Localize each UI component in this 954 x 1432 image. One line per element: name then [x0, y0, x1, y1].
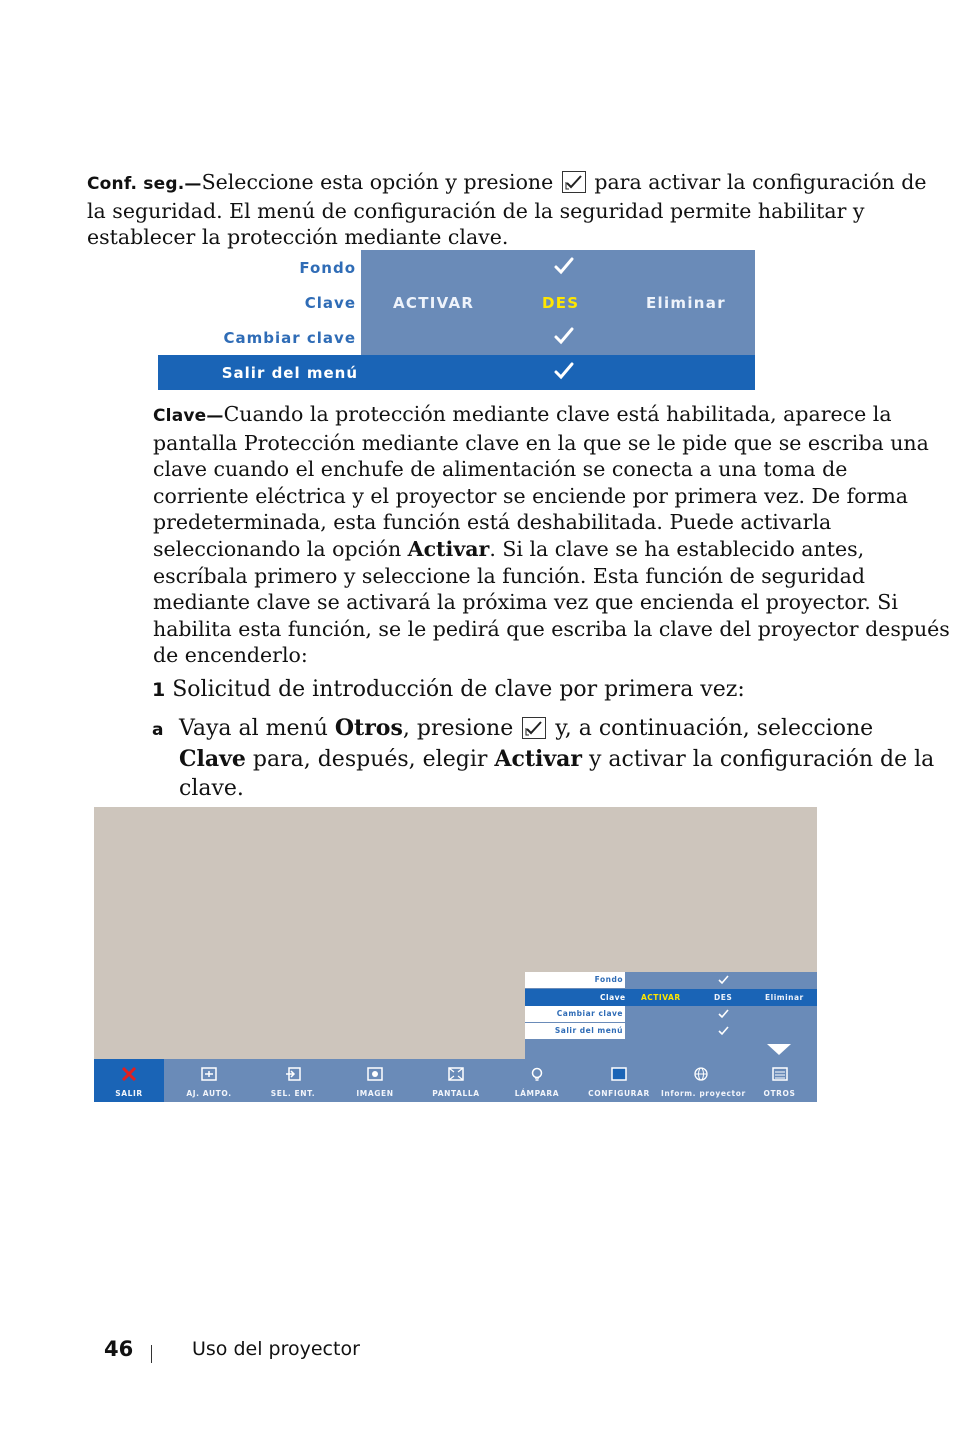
toolbar-imagen[interactable]: IMAGEN [335, 1059, 415, 1102]
conf-seg-heading: Conf. seg.— [87, 174, 202, 194]
conf-seg-line3: establecer la protección mediante clave. [87, 225, 509, 250]
image-icon [367, 1067, 383, 1081]
option-des[interactable]: DES [542, 294, 580, 312]
clave-heading: Clave— [153, 406, 224, 426]
osd-toolbar [94, 1059, 817, 1102]
checkmark-icon [718, 1026, 729, 1036]
globe-icon [693, 1067, 709, 1081]
mini-row-cambiar[interactable]: Cambiar clave [525, 1006, 817, 1023]
option-eliminar[interactable]: Eliminar [646, 294, 726, 312]
checkmark-icon [718, 975, 729, 985]
toolbar-salir[interactable]: SALIR [94, 1059, 164, 1102]
step-1: 1 Solicitud de introducción de clave por primera vez: [152, 677, 745, 702]
toolbar-inform-proyector[interactable]: Inform. proyector [661, 1059, 741, 1102]
conf-seg-line2: la seguridad. El menú de configuración de la seguridad permite habilitar y [87, 198, 865, 223]
menu-row-clave[interactable]: Clave ACTIVAR DES Eliminar [158, 285, 755, 320]
option-activar[interactable]: ACTIVAR [393, 294, 475, 312]
checkmark-icon [553, 326, 575, 346]
toolbar-sel-ent[interactable]: SEL. ENT. [253, 1059, 333, 1102]
mini-option-eliminar[interactable]: Eliminar [765, 993, 804, 1002]
enter-key-icon [522, 717, 546, 739]
menu-row-salir[interactable]: Salir del menú [158, 355, 755, 390]
close-icon [121, 1067, 137, 1081]
toolbar-lampara[interactable]: LÁMPARA [497, 1059, 577, 1102]
input-select-icon [285, 1067, 301, 1081]
toolbar-pantalla[interactable]: PANTALLA [416, 1059, 496, 1102]
checkmark-icon [718, 1009, 729, 1019]
lamp-icon [529, 1067, 545, 1081]
security-menu [158, 250, 755, 390]
footer-divider [151, 1345, 152, 1363]
toolbar-configurar[interactable]: CONFIGURAR [579, 1059, 659, 1102]
mini-row-fondo[interactable]: Fondo [525, 972, 817, 989]
step-a: a Vaya al menú Otros, presione y, a continuación, seleccione Clave para, después, elegir Activar y activar la configuración de la clave. [152, 715, 935, 801]
mini-row-salir[interactable]: Salir del menú [525, 1023, 817, 1040]
mini-security-menu [525, 972, 817, 1060]
auto-adjust-icon [201, 1067, 217, 1081]
enter-key-icon [562, 171, 586, 193]
scroll-down-icon[interactable] [767, 1044, 791, 1056]
mini-option-activar[interactable]: ACTIVAR [641, 993, 681, 1002]
display-icon [448, 1067, 464, 1081]
mini-row-clave[interactable]: Clave ACTIVAR DES Eliminar [525, 989, 817, 1006]
toolbar-otros[interactable]: OTROS [742, 1059, 817, 1102]
settings-icon [611, 1067, 627, 1081]
menu-row-fondo[interactable]: Fondo [158, 250, 755, 285]
mini-option-des[interactable]: DES [714, 993, 733, 1002]
menu-row-cambiar-clave[interactable]: Cambiar clave [158, 320, 755, 355]
other-icon [772, 1067, 788, 1081]
conf-seg-paragraph: Conf. seg.—Seleccione esta opción y presione para activar la configuración de la seguridad. El menú de configuración de la seguridad permite habilitar y establecer la protección mediante clave. [87, 170, 927, 250]
page-number: 46 [104, 1337, 134, 1361]
clave-paragraph: Clave—Cuando la protección mediante clave está habilitada, aparece la pantalla Protección mediante clave en la que se le pide que se escriba una clave cuando el enchufe de alimentación se conecta a una toma de corriente eléctrica y el proyector se enciende por primera vez. De forma predeterminada, esta función está deshabilitada. Puede activarla seleccionando la opción Activar. Si la clave se ha establecido antes, escríbala primero y seleccione la función. Esta función de seguridad mediante clave se activará la próxima vez que encienda el proyector. Si habilita esta función, se le pedirá que escriba la clave del proyector después de encenderlo: [153, 402, 950, 668]
checkmark-icon [553, 361, 575, 381]
toolbar-aj-auto[interactable]: AJ. AUTO. [169, 1059, 249, 1102]
osd-screenshot [94, 807, 817, 1102]
checkmark-icon [553, 256, 575, 276]
footer-title: Uso del proyector [192, 1338, 360, 1360]
